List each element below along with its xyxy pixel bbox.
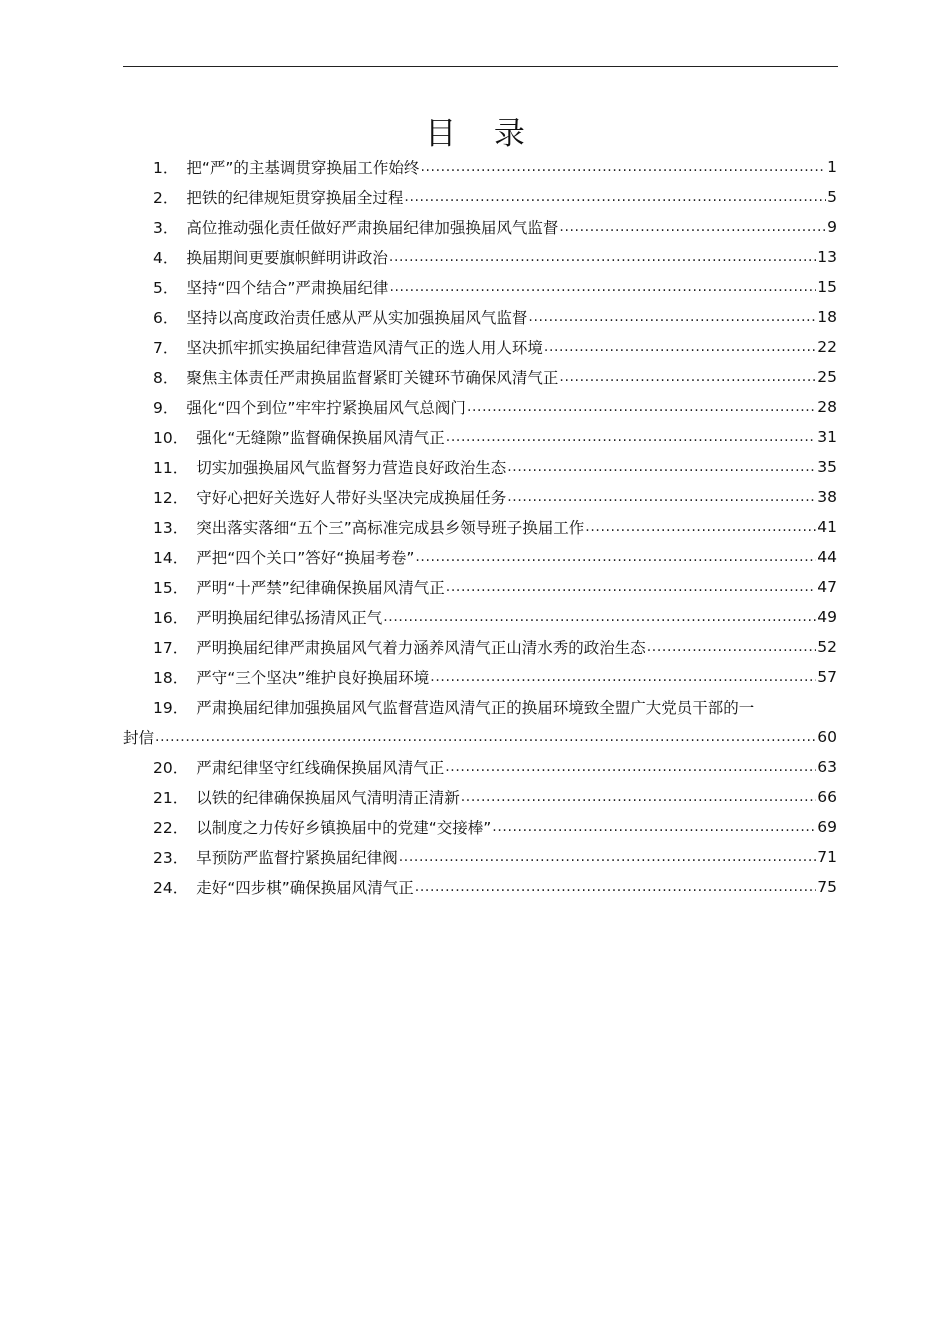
toc-entry-title: 以铁的纪律确保换届风气清明清正清新: [196, 789, 460, 807]
toc-entry-title: 坚持“四个结合”严肃换届纪律: [186, 279, 389, 297]
toc-entry-page-number: 44: [817, 548, 837, 566]
toc-leader-dots: [507, 459, 816, 475]
toc-entry-line: [123, 632, 837, 662]
toc-entry-title-continued: 封信: [123, 729, 155, 747]
toc-entry[interactable]: [123, 512, 837, 542]
toc-entry-number: 18．: [153, 669, 189, 687]
toc-leader-dots: [415, 549, 816, 565]
toc-leader-dots: [399, 849, 817, 865]
toc-entry-title: 严把“四个关口”答好“换届考卷”: [196, 549, 415, 567]
toc-entry[interactable]: [123, 212, 837, 242]
toc-entry-line: [123, 512, 837, 542]
toc-entry-number: 9．: [153, 399, 179, 417]
toc-leader-dots: [430, 669, 816, 685]
header-rule: [123, 66, 838, 67]
table-of-contents: [123, 152, 837, 902]
toc-entry-page-number: 52: [817, 638, 837, 656]
toc-entry[interactable]: [123, 872, 837, 902]
toc-entry-title: 高位推动强化责任做好严肃换届纪律加强换届风气监督: [186, 219, 559, 237]
toc-entry-page-number: 13: [817, 248, 837, 266]
toc-entry-number: 22．: [153, 819, 189, 837]
toc-leader-dots: [155, 729, 816, 745]
toc-entry-line: [123, 242, 837, 272]
toc-entry[interactable]: [123, 182, 837, 212]
toc-leader-dots: [389, 249, 816, 265]
toc-entry-number: 23．: [153, 849, 189, 867]
toc-leader-dots: [446, 429, 816, 445]
toc-entry-line: [123, 542, 837, 572]
toc-entry-page-number: 41: [817, 518, 837, 536]
toc-entry-page-number: 31: [817, 428, 837, 446]
toc-entry-number: 1．: [153, 159, 179, 177]
toc-entry-page-number: 60: [817, 728, 837, 746]
toc-entry-line: [123, 602, 837, 632]
toc-leader-dots: [389, 279, 816, 295]
toc-entry-line: [123, 332, 837, 362]
toc-entry-line: [123, 782, 837, 812]
toc-entry-title: 严肃纪律坚守红线确保换届风清气正: [196, 759, 445, 777]
toc-leader-dots: [461, 789, 817, 805]
toc-entry-title: 换届期间更要旗帜鲜明讲政治: [186, 249, 388, 267]
toc-entry-number: 4．: [153, 249, 179, 267]
toc-entry[interactable]: [123, 572, 837, 602]
toc-entry-number: 5．: [153, 279, 179, 297]
toc-entry-line: [123, 302, 837, 332]
toc-leader-dots: [544, 339, 816, 355]
toc-entry-page-number: 38: [817, 488, 837, 506]
toc-entry-page-number: 75: [817, 878, 837, 896]
toc-entry-title: 把铁的纪律规矩贯穿换届全过程: [186, 189, 404, 207]
toc-entry[interactable]: [123, 332, 837, 362]
toc-entry-number: 14．: [153, 549, 189, 567]
toc-entry-number: 6．: [153, 309, 179, 327]
toc-entry[interactable]: [123, 812, 837, 842]
toc-entry-title: 坚持以高度政治责任感从严从实加强换届风气监督: [186, 309, 528, 327]
page-title: 目 录: [425, 116, 539, 152]
toc-entry-number: 11．: [153, 459, 189, 477]
toc-entry-number: 16．: [153, 609, 189, 627]
toc-entry-title: 聚焦主体责任严肃换届监督紧盯关键环节确保风清气正: [186, 369, 559, 387]
toc-entry-title: 突出落实落细“五个三”高标准完成县乡领导班子换届工作: [196, 519, 585, 537]
toc-entry-number: 12．: [153, 489, 189, 507]
toc-entry-line: [123, 392, 837, 422]
toc-entry-line: [123, 812, 837, 842]
toc-entry-number: 13．: [153, 519, 189, 537]
toc-entry[interactable]: [123, 752, 837, 782]
toc-entry-line: [123, 722, 837, 752]
toc-entry-number: 17．: [153, 639, 189, 657]
toc-entry-line: [123, 212, 837, 242]
toc-leader-dots: [420, 159, 826, 175]
toc-entry-number: 7．: [153, 339, 179, 357]
toc-leader-dots: [383, 609, 816, 625]
toc-leader-dots: [559, 219, 826, 235]
toc-entry[interactable]: [123, 542, 837, 572]
toc-entry-number: 2．: [153, 189, 179, 207]
toc-entry-page-number: 57: [817, 668, 837, 686]
toc-leader-dots: [415, 879, 816, 895]
toc-entry-page-number: 66: [817, 788, 837, 806]
toc-entry-number: 10．: [153, 429, 189, 447]
toc-entry-title: 守好心把好关选好人带好头坚决完成换届任务: [196, 489, 507, 507]
toc-entry-page-number: 35: [817, 458, 837, 476]
toc-entry-title: 强化“无缝隙”监督确保换届风清气正: [196, 429, 445, 447]
toc-entry-title: 把“严”的主基调贯穿换届工作始终: [186, 159, 420, 177]
toc-entry-page-number: 5: [827, 188, 837, 206]
toc-entry-line: [123, 272, 837, 302]
toc-entry-line: [123, 842, 837, 872]
toc-leader-dots: [446, 579, 816, 595]
toc-entry-title: 强化“四个到位”牢牢拧紧换届风气总阀门: [186, 399, 466, 417]
toc-entry-line: [123, 662, 837, 692]
toc-entry-title: 以制度之力传好乡镇换届中的党建“交接棒”: [196, 819, 492, 837]
toc-entry[interactable]: [123, 392, 837, 422]
toc-entry-title: 坚决抓牢抓实换届纪律营造风清气正的选人用人环境: [186, 339, 543, 357]
toc-entry[interactable]: [123, 272, 837, 302]
toc-entry-line: [123, 482, 837, 512]
toc-entry[interactable]: [123, 602, 837, 632]
toc-entry-title: 严肃换届纪律加强换届风气监督营造风清气正的换届环境致全盟广大党员干部的一: [196, 699, 755, 717]
toc-entry-line: [123, 872, 837, 902]
toc-entry-line: [123, 362, 837, 392]
toc-leader-dots: [445, 759, 816, 775]
toc-entry[interactable]: [123, 302, 837, 332]
toc-entry-number: 15．: [153, 579, 189, 597]
toc-leader-dots: [647, 639, 817, 655]
toc-entry[interactable]: [123, 362, 837, 392]
toc-entry-page-number: 22: [817, 338, 837, 356]
toc-entry-line: [123, 692, 837, 722]
toc-leader-dots: [559, 369, 816, 385]
toc-leader-dots: [585, 519, 816, 535]
toc-entry-title: 严明换届纪律严肃换届风气着力涵养风清气正山清水秀的政治生态: [196, 639, 646, 657]
toc-entry[interactable]: [123, 782, 837, 812]
toc-entry-number: 3．: [153, 219, 179, 237]
toc-entry-line: [123, 182, 837, 212]
toc-entry-number: 21．: [153, 789, 189, 807]
toc-entry[interactable]: [123, 452, 837, 482]
toc-entry-line: [123, 152, 837, 182]
toc-entry-page-number: 15: [817, 278, 837, 296]
toc-entry[interactable]: [123, 242, 837, 272]
toc-entry-number: 20．: [153, 759, 189, 777]
toc-entry-page-number: 47: [817, 578, 837, 596]
toc-entry[interactable]: [123, 422, 837, 452]
toc-entry-title: 严明换届纪律弘扬清风正气: [196, 609, 383, 627]
toc-entry[interactable]: [123, 662, 837, 692]
toc-entry-page-number: 25: [817, 368, 837, 386]
toc-leader-dots: [507, 489, 816, 505]
toc-entry-page-number: 69: [817, 818, 837, 836]
toc-entry-page-number: 18: [817, 308, 837, 326]
toc-entry-title: 切实加强换届风气监督努力营造良好政治生态: [196, 459, 507, 477]
toc-leader-dots: [404, 189, 826, 205]
toc-entry-title: 走好“四步棋”确保换届风清气正: [196, 879, 414, 897]
toc-entry-line: [123, 452, 837, 482]
toc-entry-line: [123, 752, 837, 782]
toc-entry[interactable]: [123, 842, 837, 872]
toc-entry-page-number: 71: [817, 848, 837, 866]
toc-entry-page-number: 63: [817, 758, 837, 776]
toc-entry-page-number: 28: [817, 398, 837, 416]
toc-leader-dots: [492, 819, 816, 835]
toc-entry-line: [123, 422, 837, 452]
toc-entry[interactable]: [123, 632, 837, 662]
toc-leader-dots: [528, 309, 816, 325]
toc-entry-number: 24．: [153, 879, 189, 897]
toc-entry-title: 严守“三个坚决”维护良好换届环境: [196, 669, 430, 687]
toc-entry-page-number: 9: [827, 218, 837, 236]
toc-leader-dots: [467, 399, 816, 415]
toc-entry[interactable]: [123, 482, 837, 512]
toc-entry-page-number: 49: [817, 608, 837, 626]
toc-entry-page-number: 1: [827, 158, 837, 176]
toc-entry[interactable]: [123, 152, 837, 182]
toc-entry[interactable]: [123, 692, 837, 752]
toc-entry-number: 19．: [153, 699, 189, 717]
toc-entry-line: [123, 572, 837, 602]
toc-entry-title: 严明“十严禁”纪律确保换届风清气正: [196, 579, 445, 597]
toc-entry-number: 8．: [153, 369, 179, 387]
toc-entry-title: 早预防严监督拧紧换届纪律阀: [196, 849, 398, 867]
